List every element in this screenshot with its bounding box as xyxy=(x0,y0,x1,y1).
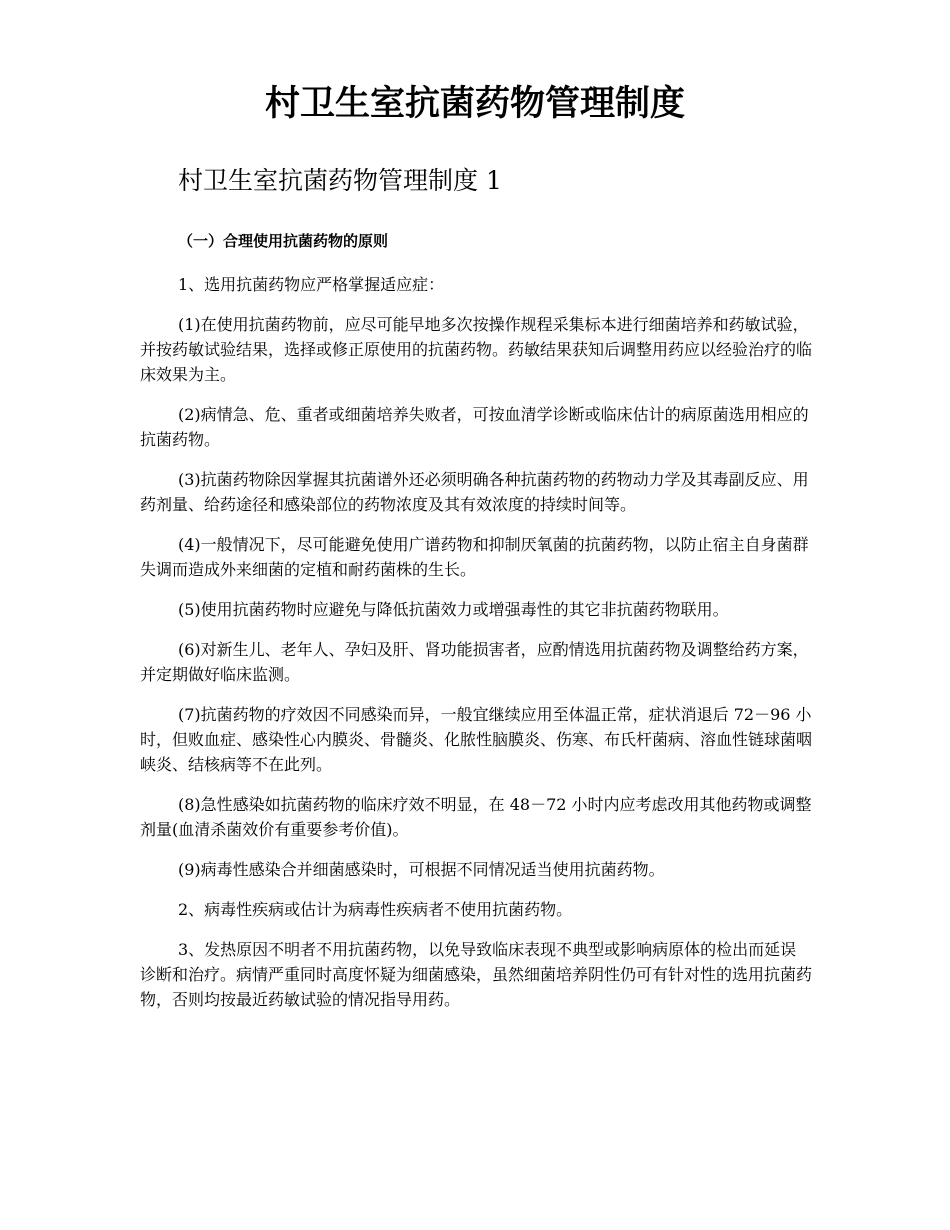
paragraph: (6)对新生儿、老年人、孕妇及肝、肾功能损害者，应酌情选用抗菌药物及调整给药方案，并定期做好临床监测。 xyxy=(140,640,809,684)
paragraph: 2、病毒性疾病或估计为病毒性疾病者不使用抗菌药物。 xyxy=(178,900,573,919)
paragraph: 3、发热原因不明者不用抗菌药物，以免导致临床表现不典型或影响病原体的检出而延误诊断和治疗。病情严重同时高度怀疑为细菌感染，虽然细菌培养阴性仍可有针对性的选用抗菌药物，否则均按最近药敏试验的情况指导用药。 xyxy=(140,940,813,1009)
paragraph: (3)抗菌药物除因掌握其抗菌谱外还必须明确各种抗菌药物的药物动力学及其毒副反应、用药剂量、给药途径和感染部位的药物浓度及其有效浓度的持续时间等。 xyxy=(140,470,809,514)
paragraph: (2)病情急、危、重者或细菌培养失败者，可按血清学诊断或临床估计的病原菌选用相应的抗菌药物。 xyxy=(140,405,809,449)
paragraph: (4)一般情况下，尽可能避免使用广谱药物和抑制厌氧菌的抗菌药物，以防止宿主自身菌群失调而造成外来细菌的定植和耐药菌株的生长。 xyxy=(140,535,809,579)
paragraph: 1、选用抗菌药物应严格掌握适应症： xyxy=(178,275,445,294)
paragraph: (8)急性感染如抗菌药物的临床疗效不明显，在 48－72 小时内应考虑改用其他药物或调整剂量(血清杀菌效价有重要参考价值)。 xyxy=(140,795,812,839)
paragraph: (5)使用抗菌药物时应避免与降低抗菌效力或增强毒性的其它非抗菌药物联用。 xyxy=(178,600,729,619)
document-body xyxy=(140,272,812,1027)
section-heading: 村卫生室抗菌药物管理制度 1 xyxy=(178,166,502,195)
paragraph: (1)在使用抗菌药物前，应尽可能早地多次按操作规程采集标本进行细菌培养和药敏试验，并按药敏试验结果，选择或修正原使用的抗菌药物。药敏结果获知后调整用药应以经验治疗的临床效果为主。 xyxy=(140,315,813,384)
paragraph: (9)病毒性感染合并细菌感染时，可根据不同情况适当使用抗菌药物。 xyxy=(178,860,665,879)
subsection-heading: （一）合理使用抗菌药物的原则 xyxy=(178,232,389,250)
paragraph: (7)抗菌药物的疗效因不同感染而异，一般宜继续应用至体温正常，症状消退后 72－96 小时，但败血症、感染性心内膜炎、骨髓炎、化脓性脑膜炎、伤寒、布氏杆菌病、溶血性链球菌咽峡炎、结核病等不在此列。 xyxy=(140,705,813,774)
document-title: 村卫生室抗菌药物管理制度 xyxy=(264,83,685,124)
